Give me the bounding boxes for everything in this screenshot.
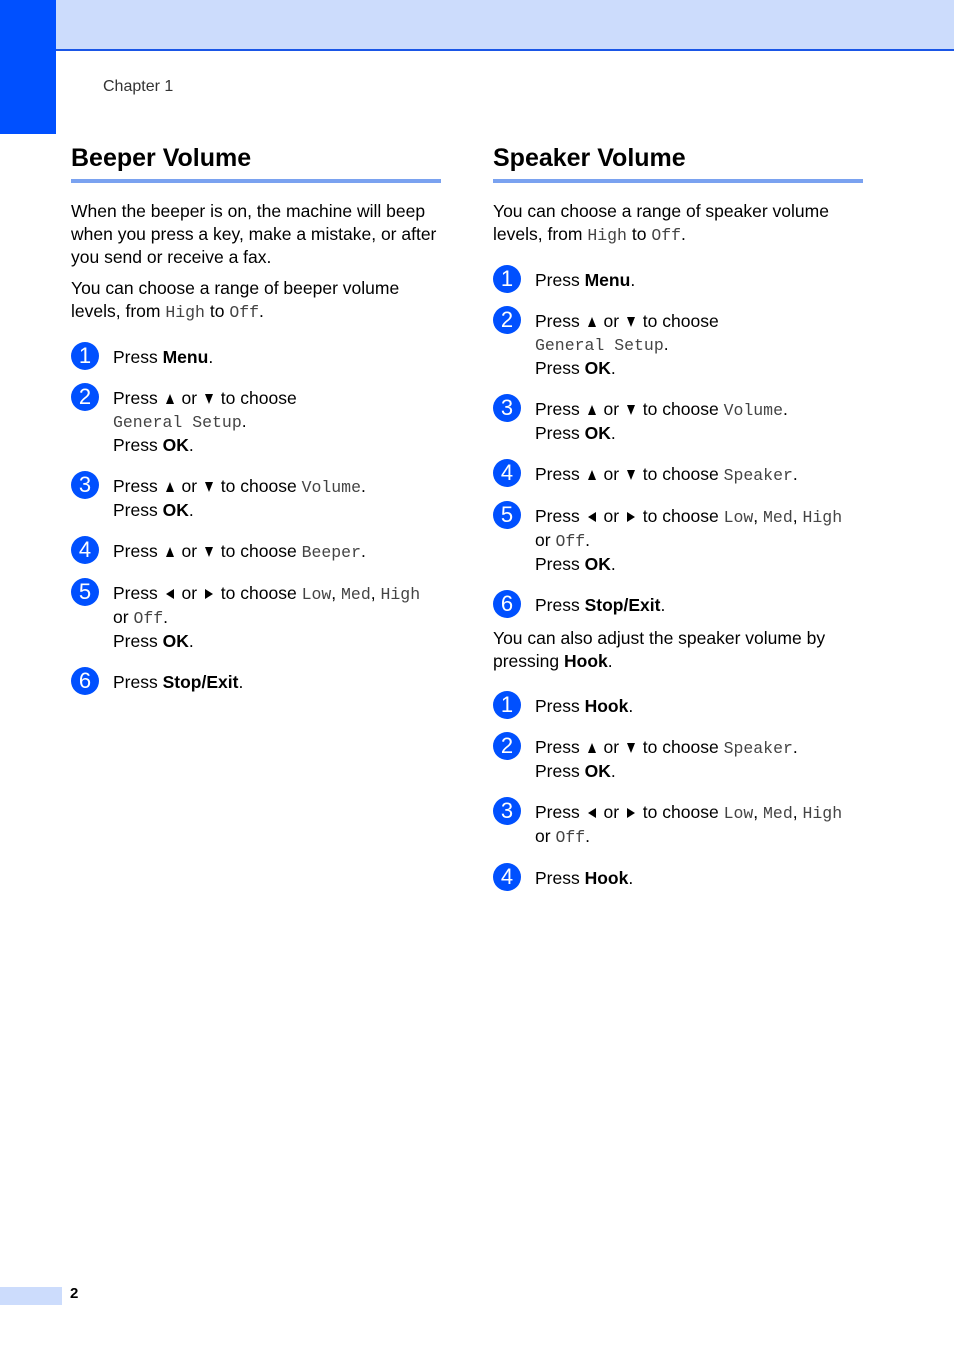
page-number: 2 bbox=[70, 1285, 79, 1302]
step-number-badge: 4 bbox=[71, 536, 99, 564]
triangle-right-icon bbox=[627, 512, 635, 522]
triangle-up-icon bbox=[588, 317, 596, 327]
step-number-badge: 1 bbox=[71, 342, 99, 370]
speaker-step-1: 1 Press Menu. bbox=[493, 269, 863, 292]
triangle-down-icon bbox=[205, 482, 213, 492]
triangle-up-icon bbox=[588, 405, 596, 415]
hook-step-1: 1 Press Hook. bbox=[493, 695, 863, 718]
speaker-volume-heading: Speaker Volume bbox=[493, 143, 863, 183]
speaker-hook-paragraph: You can also adjust the speaker volume by pressing Hook. bbox=[493, 628, 826, 671]
step-number-badge: 1 bbox=[493, 691, 521, 719]
triangle-up-icon bbox=[166, 394, 174, 404]
speaker-step-2: 2 Press or to choose General Setup. Press OK. bbox=[493, 310, 863, 380]
speaker-step-4: 4 Press or to choose Speaker. bbox=[493, 463, 863, 487]
step-number-badge: 3 bbox=[493, 797, 521, 825]
step-number-badge: 5 bbox=[493, 501, 521, 529]
beeper-step-3: 3 Press or to choose Volume. Press OK. bbox=[71, 475, 441, 522]
speaker-range-paragraph: You can choose a range of speaker volume levels, from High to Off. bbox=[493, 201, 829, 245]
chapter-label: Chapter 1 bbox=[103, 78, 174, 95]
beeper-step-6: 6 Press Stop/Exit. bbox=[71, 671, 441, 694]
triangle-up-icon bbox=[588, 470, 596, 480]
step-number-badge: 4 bbox=[493, 863, 521, 891]
triangle-right-icon bbox=[205, 589, 213, 599]
beeper-step-2: 2 Press or to choose General Setup. Press OK. bbox=[71, 387, 441, 457]
triangle-down-icon bbox=[627, 317, 635, 327]
triangle-down-icon bbox=[205, 394, 213, 404]
beeper-range-paragraph: You can choose a range of beeper volume levels, from High to Off. bbox=[71, 278, 400, 322]
triangle-right-icon bbox=[627, 808, 635, 818]
speaker-step-5: 5 Press or to choose Low, Med, High or Off. Press OK. bbox=[493, 505, 863, 576]
beeper-intro-paragraph: When the beeper is on, the machine will beep when you press a key, make a mistake, or after you send or receive a fax. bbox=[71, 201, 437, 267]
footer-band bbox=[0, 1287, 62, 1305]
step-number-badge: 3 bbox=[493, 394, 521, 422]
triangle-left-icon bbox=[166, 589, 174, 599]
beeper-step-1: 1 Press Menu. bbox=[71, 346, 441, 369]
beeper-step-5: 5 Press or to choose Low, Med, High or Off. Press OK. bbox=[71, 582, 441, 653]
beeper-step-4: 4 Press or to choose Beeper. bbox=[71, 540, 441, 564]
step-number-badge: 6 bbox=[493, 590, 521, 618]
step-number-badge: 2 bbox=[493, 306, 521, 334]
triangle-left-icon bbox=[588, 808, 596, 818]
triangle-up-icon bbox=[166, 547, 174, 557]
hook-step-4: 4 Press Hook. bbox=[493, 867, 863, 890]
step-number-badge: 6 bbox=[71, 667, 99, 695]
triangle-up-icon bbox=[588, 743, 596, 753]
triangle-left-icon bbox=[588, 512, 596, 522]
step-number-badge: 5 bbox=[71, 578, 99, 606]
beeper-volume-heading: Beeper Volume bbox=[71, 143, 441, 183]
triangle-down-icon bbox=[627, 470, 635, 480]
triangle-down-icon bbox=[627, 743, 635, 753]
triangle-down-icon bbox=[205, 547, 213, 557]
step-number-badge: 4 bbox=[493, 459, 521, 487]
hook-step-3: 3 Press or to choose Low, Med, High or Off. bbox=[493, 801, 863, 849]
step-number-badge: 2 bbox=[493, 732, 521, 760]
step-number-badge: 1 bbox=[493, 265, 521, 293]
triangle-down-icon bbox=[627, 405, 635, 415]
beeper-volume-section bbox=[71, 143, 441, 694]
speaker-volume-section bbox=[493, 143, 863, 890]
step-number-badge: 2 bbox=[71, 383, 99, 411]
chapter-tab bbox=[0, 0, 56, 134]
hook-step-2: 2 Press or to choose Speaker. Press OK. bbox=[493, 736, 863, 783]
header-band bbox=[0, 0, 954, 51]
speaker-step-3: 3 Press or to choose Volume. Press OK. bbox=[493, 398, 863, 445]
triangle-up-icon bbox=[166, 482, 174, 492]
speaker-step-6: 6 Press Stop/Exit. bbox=[493, 594, 863, 617]
step-number-badge: 3 bbox=[71, 471, 99, 499]
